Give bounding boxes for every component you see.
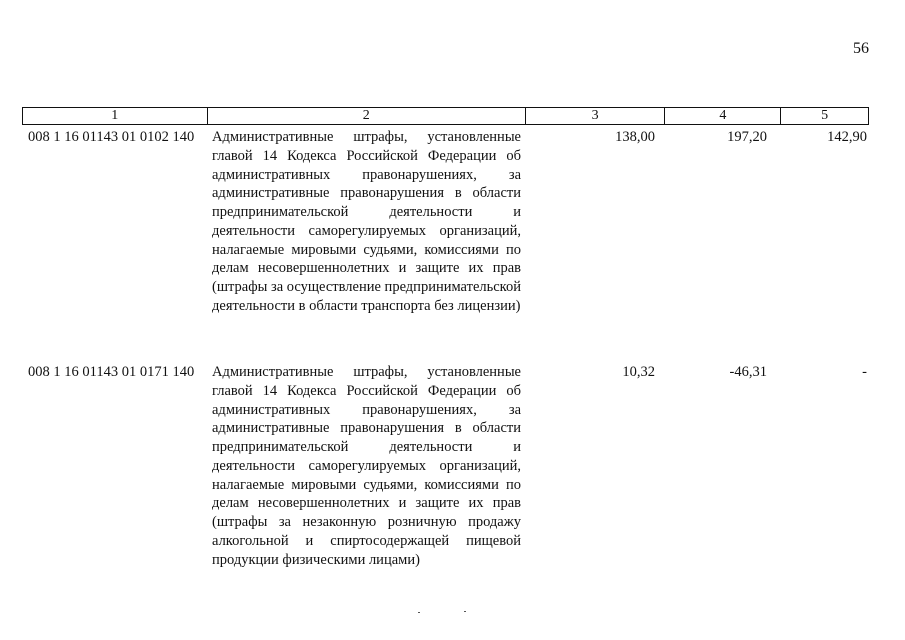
column-header-4: 4: [665, 108, 781, 124]
scan-speck: [464, 611, 466, 612]
row-value-col4: 197,20: [727, 129, 767, 145]
row-value-col5: 142,90: [827, 129, 867, 145]
row-description: Административные штрафы, установленные главой 14 Кодекса Российской Федерации об административных правонарушениях, за административные правонарушения в области предпринимательской деятельности и деятельности саморегулируемых организаций, налагаемые мировыми судьями, комиссиями по делам несовершеннолетних и защите их прав (штрафы за осуществление предпринимательской деятельности в области транспорта без лицензии): [212, 129, 521, 314]
row-description: Административные штрафы, установленные главой 14 Кодекса Российской Федерации об административных правонарушениях, за административные правонарушения в области предпринимательской деятельности и деятельности саморегулируемых организаций, налагаемые мировыми судьями, комиссиями по делам несовершеннолетних и защите их прав (штрафы за незаконную розничную продажу алкогольной и спиртосодержащей пищевой продукции физическими лицами): [212, 364, 521, 568]
page-number: 56: [853, 40, 869, 57]
column-header-3: 3: [526, 108, 666, 124]
column-header-1: 1: [23, 108, 208, 124]
table-header-row: [22, 107, 869, 125]
row-value-col5: -: [862, 364, 867, 380]
row-code: 008 1 16 01143 01 0102 140: [28, 129, 195, 145]
scan-speck: [418, 612, 420, 613]
column-header-5: 5: [821, 108, 829, 123]
row-value-col3: 10,32: [622, 364, 655, 380]
row-value-col3: 138,00: [615, 129, 655, 145]
column-header-2: 2: [208, 108, 526, 124]
row-value-col4: -46,31: [729, 364, 767, 380]
row-code: 008 1 16 01143 01 0171 140: [28, 364, 195, 380]
